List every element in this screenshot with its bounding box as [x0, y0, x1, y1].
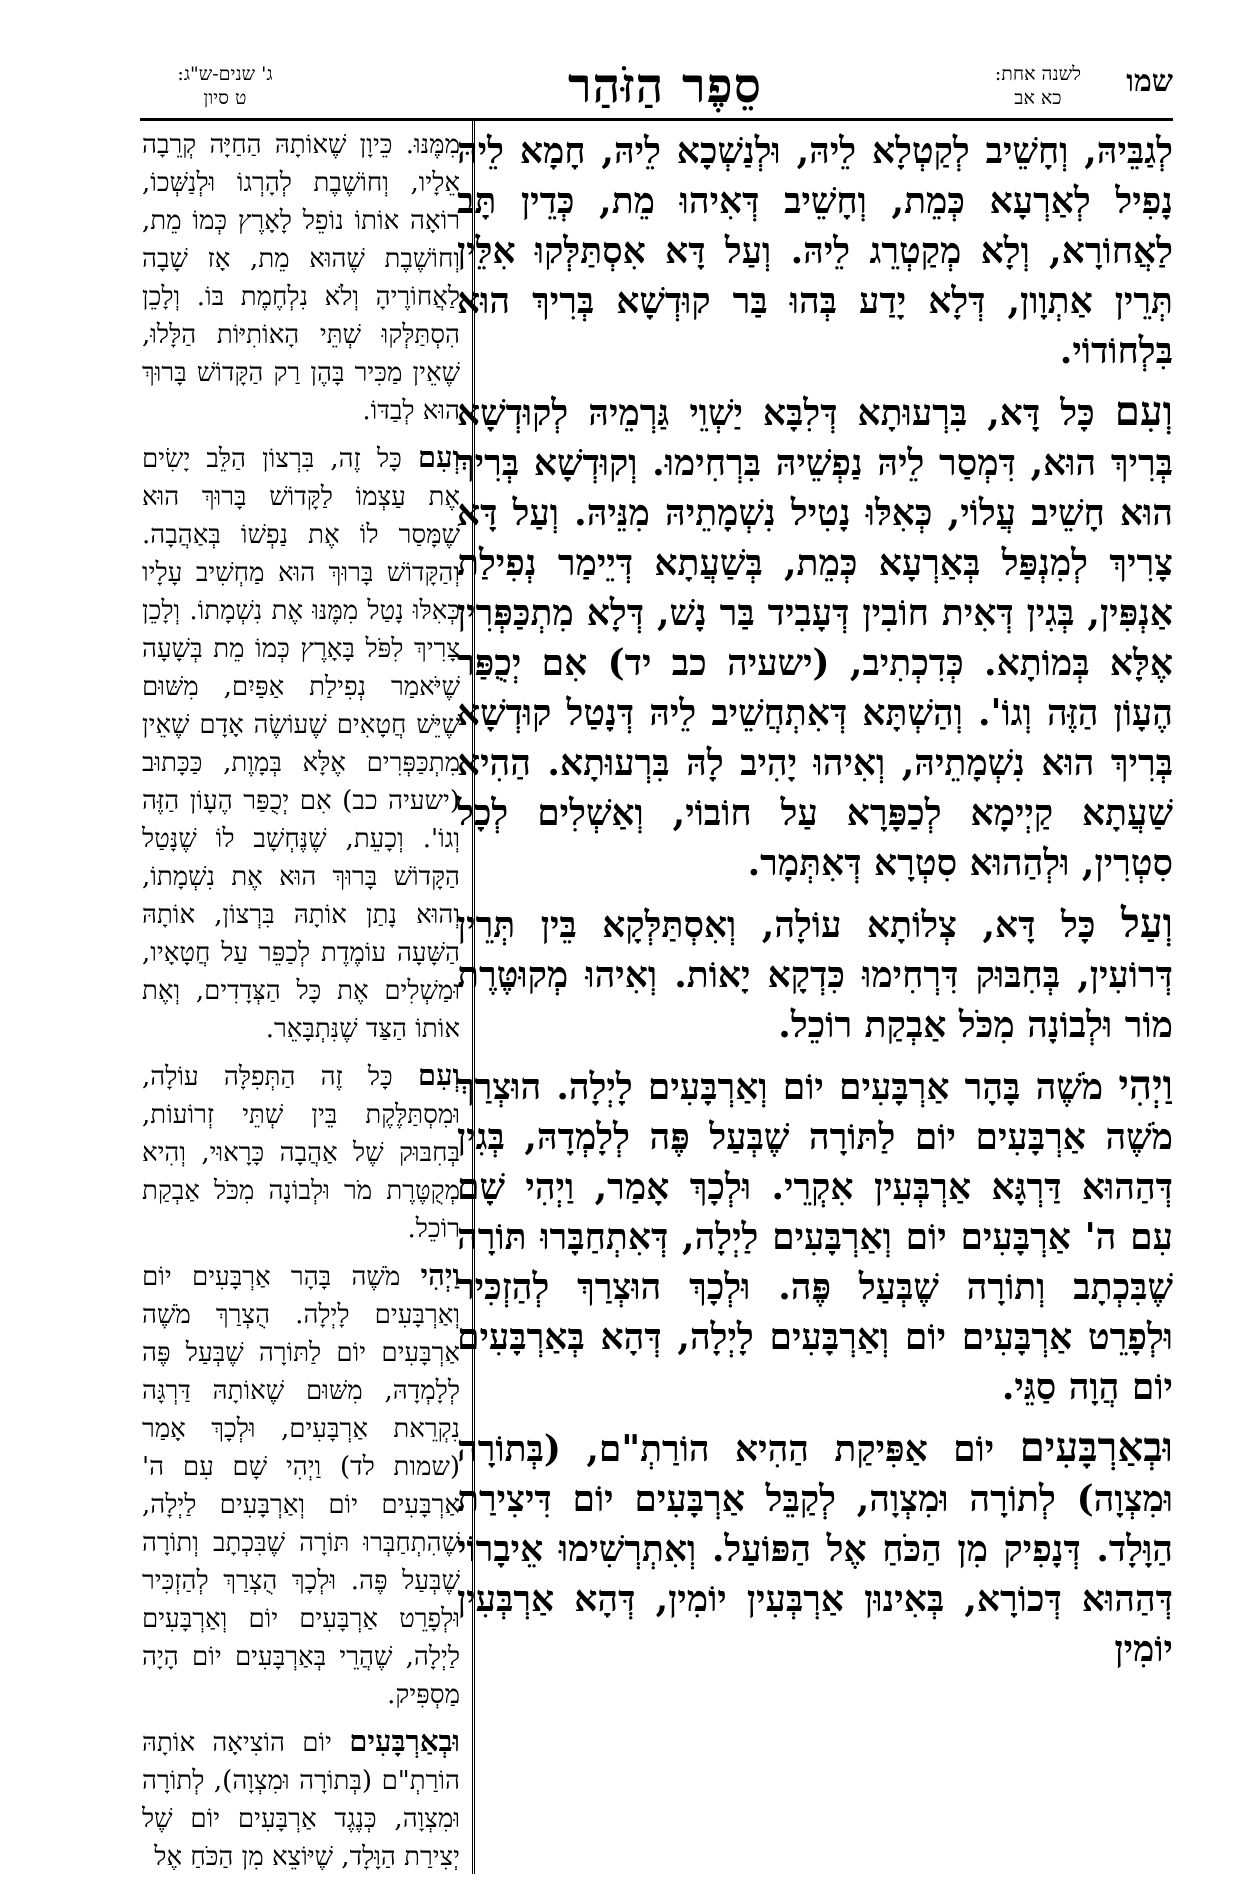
- paragraph-lead: וְעִם: [417, 1058, 460, 1092]
- paragraph-lead: וּבְאַרְבָּעִים: [349, 1724, 460, 1758]
- paragraph-text: מֹשֶׁה בָּהָר אַרְבָּעִים יוֹם וְאַרְבָּעִים לָיְלָה. הֻצְרַךְ מֹשֶׁה אַרְבָּעִים יוֹם לַתּוֹרָה שֶׁבְּעַל פֶּה לְלָמְדָהּ, מִשּׁוּם שֶׁאוֹתָהּ דַּרְגָּה נִקְרֵאת אַרְבָּעִים, וּלְכָךְ אָמַר (שמות לד) וַיְהִי שָׁם עִם ה' אַרְבָּעִים יוֹם וְאַרְבָּעִים לַיְלָה, שֶׁהִתְחַבְּרוּ תּוֹרָה שֶׁבִּכְתָב וְתוֹרָה שֶׁבְּעַל פֶּה. וּלְכָךְ הֻצְרַךְ לְהַזְכִּיר וּלְפָרֵט אַרְבָּעִים יוֹם וְאַרְבָּעִים לַיְלָה, שֶׁהֲרֵי בְּאַרְבָּעִים יוֹם הָיָה מַסְפִּיק.: [142, 1262, 460, 1710]
- cycle-schedule: [140, 62, 310, 110]
- paragraph-text: יוֹם הוֹצִיאָה אוֹתָהּ הוֹרַתְ"ם (בְּתוֹרָה וּמִצְוָה), לְתוֹרָה וּמִצְוָה, כְּנֶגֶד אַרְבָּעִים יוֹם שֶׁל יְצִירַת הַוָּלָד, שֶׁיּוֹצֵא מִן הַכֹּחַ אֶל: [142, 1728, 460, 1870]
- cycle-label: ג' שנים-ש"ג:: [177, 63, 273, 85]
- paragraph-text: כָּל זֶה, בִּרְצוֹן הַלֵּב יָשִׂים אֶת עַצְמוֹ לַקָּדוֹשׁ בָּרוּךְ הוּא שֶׁמָּסַר לוֹ אֶת נַפְשׁוֹ בְּאַהֲבָה. וְהַקָּדוֹשׁ בָּרוּךְ הוּא מַחְשִׁיב עָלָיו כְּאִלּוּ נָטַל מִמֶּנּוּ אֶת נִשְׁמָתוֹ. וְלָכֵן צָרִיךְ לִפֹּל בָּאָרֶץ כְּמוֹ מֵת בְּשָׁעָה שֶׁיֹּאמַר נְפִילַת אַפַּיִם, מִשּׁוּם שֶׁיֵּשׁ חֲטָאִים שֶׁעוֹשֶׂה אָדָם שֶׁאֵין מִתְכַּפְּרִים אֶלָּא בְּמָוֶת, כַּכָּתוּב (ישעיה כב) אִם יְכֻפַּר הֶעָוֹן הַזֶּה וְגוֹ'. וְכָעֵת, שֶׁנֶּחְשָׁב לוֹ שֶׁנָּטַל הַקָּדוֹשׁ בָּרוּךְ הוּא אֶת נִשְׁמָתוֹ, וְהוּא נָתַן אוֹתָהּ בִּרְצוֹן, אוֹתָהּ הַשָּׁעָה עוֹמֶדֶת לְכַפֵּר עַל חֲטָאָיו, וּמַשְׁלִים אֶת כָּל הַצְּדָדִים, וְאֶת אוֹתוֹ הַצַּד שֶׁנִּתְבָּאֵר.: [142, 444, 460, 1044]
- cycle-date: ט סיון: [203, 87, 247, 109]
- side-paragraph: [142, 124, 460, 430]
- main-paragraph: [457, 386, 1173, 888]
- daily-label: לשנה אחת:: [994, 63, 1081, 85]
- paragraph-text: מִמֶּנּוּ. כֵּיוָן שֶׁאוֹתָהּ הַחַיָּה קְרֵבָה אֵלָיו, וְחוֹשֶׁבֶת לְהָרְגוֹ וּלְנַשְּׁכוֹ, רוֹאָה אוֹתוֹ נוֹפֵל לָאָרֶץ כְּמוֹ מֵת, וְחוֹשֶׁבֶת שֶׁהוּא מֵת, אָז שָׁבָה לַאֲחוֹרֶיהָ וְלֹא נִלְחֶמֶת בּוֹ. וְלָכֵן הִסְתַּלְּקוּ שְׁתֵּי הָאוֹתִיּוֹת הַלָּלוּ, שֶׁאֵין מַכִּיר בָּהֶן רַק הַקָּדוֹשׁ בָּרוּךְ הוּא לְבַדּוֹ.: [142, 130, 460, 426]
- paragraph-lead: וּבְאַרְבָּעִים: [1019, 1423, 1173, 1471]
- side-column-hebrew-translation: [142, 124, 460, 1870]
- main-paragraph: [457, 898, 1173, 1050]
- paragraph-lead: וְעִם: [417, 440, 460, 474]
- main-paragraph: [457, 1060, 1173, 1412]
- header-right: [813, 62, 1173, 120]
- paragraph-text: כָּל דָּא, צְלוֹתָא עוֹלָה, וְאִסְתַּלְּקָא בֵּין תְּרֵין דְּרוֹעִין, בְּחִבּוּק דִּרְחִימוּ כִּדְקָא יָאוֹת. וְאִיהוּ מְקוּטֶּרֶת מוֹר וּלְבוֹנָה מִכֹּל אַבְקַת רוֹכֵל.: [457, 904, 1173, 1046]
- side-paragraph: [142, 1256, 460, 1714]
- side-paragraph: [142, 438, 460, 1048]
- side-paragraph: [142, 1056, 460, 1248]
- side-paragraph: [142, 1722, 460, 1870]
- header-left: [140, 62, 470, 120]
- header-rule: [140, 118, 1173, 121]
- header-center: [520, 56, 810, 114]
- paragraph-text: כָּל זֶה הַתְּפִלָּה עוֹלָה, וּמִסְתַּלֶּקֶת בֵּין שְׁתֵּי זְרוֹעוֹת, בְּחִבּוּק שֶׁל אַהֲבָה כָּרָאוּי, וְהִיא מְקֻטֶּרֶת מֹר וּלְבוֹנָה מִכֹּל אַבְקַת רוֹכֵל.: [142, 1062, 460, 1244]
- column-divider: [472, 120, 475, 1874]
- parsha-name: שמו: [1126, 64, 1173, 99]
- main-paragraph: [457, 124, 1173, 376]
- paragraph-lead: וַיְהִי: [420, 1258, 460, 1292]
- paragraph-text: יוֹם אַפִּיקַת הַהִיא הוֹרַתְ"ם, (בְּתוֹרָה וּמִצְוָה) לְתוֹרָה וּמִצְוָה, לְקַבֵּל אַרְבָּעִים יוֹם דִּיצִירַת הַוָּלָד. דְּנָפִיק מִן הַכֹּחַ אֶל הַפּוֹעַל. וְאִתְרְשִׁימוּ אֵיבָרוֹי דְּהַהוּא דְּכוֹרָא, בְּאִינוּן אַרְבְּעִין יוֹמִין, דְּהָא אַרְבְּעִין יוֹמִין: [457, 1428, 1173, 1670]
- daily-schedule: [995, 62, 1081, 110]
- paragraph-lead: וְעַל: [1121, 899, 1173, 947]
- paragraph-text: מֹשֶׁה בָּהָר אַרְבָּעִים יוֹם וְאַרְבָּעִים לָיְלָה. הוּצְרַךְ מֹשֶׁה אַרְבָּעִים יוֹם לַתּוֹרָה שֶׁבְּעַל פֶּה לְלָמְדָהּ, בְּגִין דְּהַהוּא דַּרְגָּא אַרְבְּעִין אִקְרֵי. וּלְכָךְ אָמַר, וַיְהִי שָׁם עִם ה' אַרְבָּעִים יוֹם וְאַרְבָּעִים לַיְלָה, דְּאִתְחַבָּרוּ תּוֹרָה שֶׁבִּכְתָב וְתוֹרָה שֶׁבְּעַל פֶּה. וּלְכָךְ הוּצְרַךְ לְהַזְכִּיר וּלְפָרֵט אַרְבָּעִים יוֹם וְאַרְבָּעִים לָיְלָה, דְּהָא בְּאַרְבָּעִים יוֹם הֲוָה סַגֵּי.: [457, 1066, 1173, 1408]
- paragraph-text: לְגַבֵּיהּ, וְחָשֵׁיב לְקַטְלָא לֵיהּ, וּלְנַשְׁכָא לֵיהּ, חָמָא לֵיהּ נָפִיל לְאַרְעָא כְּמֵת, וְחָשֵׁיב דְּאִיהוּ מֵת, כְּדֵין תָּב לַאֲחוֹרָא, וְלָא מְקַטְרֵג לֵיהּ. וְעַל דָּא אִסְתַּלְּקוּ אִלֵּין תְּרֵין אַתְוָון, דְּלָא יָדַע בְּהוּ בַּר קוּדְשָׁא בְּרִיךְ הוּא בִּלְחוֹדוֹי.: [457, 130, 1173, 372]
- main-column-aramaic: [457, 124, 1173, 1870]
- paragraph-text: כָּל דָּא, בִּרְעוּתָא דְּלִבָּא יַשְׁוֵי גַּרְמֵיהּ לְקוּדְשָׁא בְּרִיךְ הוּא, דִּמְסַר לֵיהּ נַפְשֵׁיהּ בִּרְחִימוּ. וְקוּדְשָׁא בְּרִיךְ הוּא חָשֵׁיב עֲלוֹי, כְּאִלּוּ נָטִיל נִשְׁמָתֵיהּ מִנֵּיהּ. וְעַל דָּא צָרִיךְ לְמִנְפַּל בְּאַרְעָא כְּמֵת, בְּשַׁעֲתָא דְּיֵימַר נְפִילַת אַנְפִּין, בְּגִין דְּאִית חוֹבִין דְּעָבִיד בַּר נָשׁ, דְּלָא מִתְכַּפְּרִין אֶלָּא בְּמוֹתָא. כְּדִכְתִיב, (ישעיה כב יד) אִם יְכֻפַּר הֶעָוֹן הַזֶּה וְגוֹ'. וְהַשְׁתָּא דְּאִתְחֲשֵׁיב לֵיהּ דְּנָטַל קוּדְשָׁא בְּרִיךְ הוּא נִשְׁמָתֵיהּ, וְאִיהוּ יָהִיב לָהּ בִּרְעוּתָא. הַהִיא שַׁעֲתָא קַיְימָא לְכַפָּרָא עַל חוֹבוֹי, וְאַשְׁלִים לְכָל סִטְרִין, וּלְהַהוּא סִטְרָא דְּאִתְּמָר.: [457, 392, 1173, 884]
- paragraph-lead: וַיְהִי: [1118, 1061, 1173, 1109]
- paragraph-lead: וְעִם: [1114, 387, 1173, 435]
- book-title: סֵפֶר הַזֹּהַר: [568, 58, 762, 114]
- daily-date: כא אב: [1014, 87, 1062, 109]
- main-paragraph: [457, 1422, 1173, 1674]
